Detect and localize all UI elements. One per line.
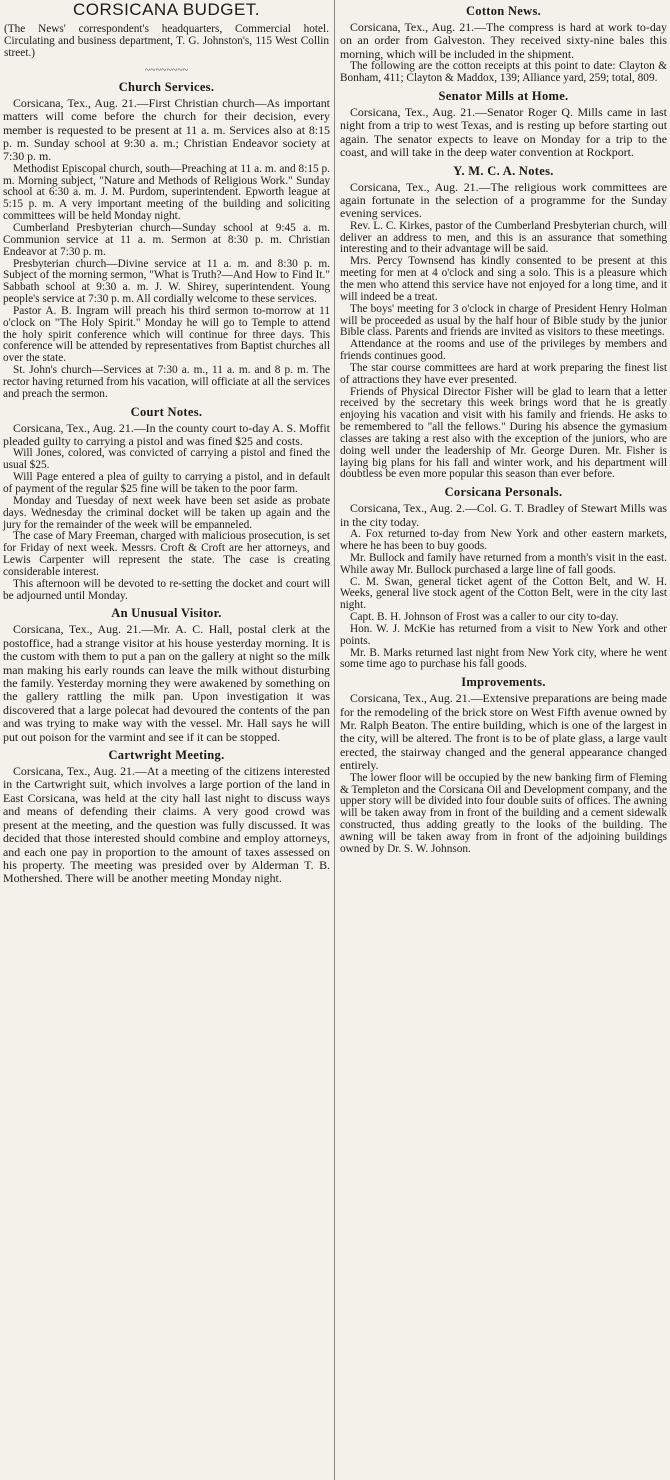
article-cartwright-meeting [0,748,333,886]
article-paragraph: A. Fox returned to-day from New York and other eastern markets, where he has been to buy goods. [340,528,667,552]
article-paragraph: Will Jones, colored, was convicted of carrying a pistol and fined the usual $25. [3,447,330,472]
article-paragraph: Corsicana, Tex., Aug. 2.—Col. G. T. Bradley of Stewart Mills was in the city today. [340,501,667,529]
article-senator-mills-at-home [337,89,670,160]
article-paragraph: Corsicana, Tex., Aug. 21.—At a meeting of the citizens interested in the Cartwright suit, which involves a large portion of the land in East Corsicana, was held at the city hall last night to discuss ways and means of defending their claims. A very good crowd was present at the meeting, and the question was fully discussed. It was decided that those interested should combine and employ attorneys, and each one pay in proportion to the amount of taxes assessed on his property. The meeting was presided over by Alderman T. B. Mothershed. There will be another meeting Monday night. [3,764,330,886]
article-paragraph: Hon. W. J. McKie has returned from a visit to New York and other points. [340,622,667,647]
masthead: CORSICANA BUDGET. [72,0,261,19]
article-y-m-c-a-notes [337,164,670,482]
article-heading: Improvements. [461,675,546,690]
article-paragraph: The lower floor will be occupied by the new banking firm of Fleming & Templeton and the Corsicana Oil and Development company, and the upper story will be divided into four double suits of offices. The awning will be taken away from in front of the building and a cement sidewalk constructed, thus adding greatly to the looks of the building. The awning will be taken away from in front of the adjoining buildings owned by Dr. S. W. Johnson. [340,771,667,855]
article-paragraph: Corsicana, Tex., Aug. 21.—First Christian church—As important matters will come before the church for their decision, every member is requested to be present at 11 a. m. Services also at 8:15 p. m. Sunday school at 9:30 a. m.; Christian Endeavor society at 7:30 p. m. [3,95,330,164]
article-paragraph: Will Page entered a plea of guilty to carrying a pistol, and in default of payment of the regular $25 fine will be taken to the poor farm. [3,471,330,495]
right-column [337,0,670,1480]
left-column [0,0,333,1480]
article-cotton-news [337,4,670,85]
article-paragraph: The case of Mary Freeman, charged with malicious prosecution, is set for Friday of next week. Messrs. Croft & Croft are her attorneys, and Lewis Carpenter will represent the state. The case is creating considerable interest. [3,530,330,578]
article-court-notes [0,405,333,603]
article-corsicana-personals [337,485,670,671]
article-paragraph: Mrs. Percy Townsend has kindly consented to be present at this meeting for men at 4 o'clock and sing a solo. This is a pleasure which the men who attend this service have not enjoyed for a long time, and it will indeed be a treat. [340,255,667,303]
article-church-services [0,80,333,401]
right-sections [337,4,670,856]
article-paragraph: Methodist Episcopal church, south—Preaching at 11 a. m. and 8:15 p. m. Morning subject, "Nature and Methods of Religious Work." Sunday school at 6:30 a. m. J. M. Purdom, superintendent. Epworth league at 5:15 p. m. A very important meeting of the building and soliciting committees will be held Monday night. [3,162,330,223]
article-paragraph: Friends of Physical Director Fisher will be glad to learn that a letter received by the secretary this week brings word that he is greatly enjoying his vacation and visit with his family and friends. He asks to be remembered to "all the fellows." During his absence the gymasium classes are taking a rest also with the exception of the juniors, who are doing well under the leadership of Mr. George Duren. Mr. Fisher is laying big plans for his fall and winter work, and his department will doubtless be even more popular this season than ever before. [340,385,667,481]
article-heading: Y. M. C. A. Notes. [453,163,554,178]
article-paragraph: St. John's church—Services at 7:30 a. m., 11 a. m. and 8 p. m. The rector having returned from his vacation, will officiate at all the services and preach the sermon. [3,364,330,400]
article-paragraph: Rev. L. C. Kirkes, pastor of the Cumberland Presbyterian church, will deliver an address to men, and this is an assurance that something interesting and to their advantage will be said. [340,219,667,256]
left-sections [0,80,333,886]
article-paragraph: Capt. B. H. Johnson of Frost was a caller to our city to-day. [350,611,619,624]
article-paragraph: Corsicana, Tex., Aug. 21.—In the county court to-day A. S. Moffit pleaded guilty to carrying a pistol and was fined $25 and costs. [3,420,330,449]
intro-note: (The News' correspondent's headquarters, Commercial hotel. Circulating and business department, T. G. Johnston's, 115 West Collin street.) [4,23,329,59]
article-paragraph: Corsicana, Tex., Aug. 21.—Senator Roger Q. Mills came in last night from a trip to west Texas, and is resting up before starting out again. The senator expects to leave on Monday for a trip to the coast, and will take in the deep water convention at Rockport. [340,104,667,160]
article-heading: Court Notes. [130,404,203,419]
article-heading: Cotton News. [465,4,542,18]
article-paragraph: Mr. B. Marks returned last night from New York city, where he went some time ago to purchase his fall goods. [340,646,667,671]
article-paragraph: Presbyterian church—Divine service at 11 a. m. and 8:30 p. m. Subject of the morning sermon, "What is Truth?—And How to Find It." Sabbath school at 9:30 a. m. J. W. Shirey, superintendent. Young people's service at 7:30 p. m. All cordially welcome to these services. [3,257,330,306]
article-paragraph: C. M. Swan, general ticket agent of the Cotton Belt, and W. H. Weeks, general live stock agent of the Cotton Belt, were in the city last night. [340,575,667,612]
article-paragraph: Attendance at the rooms and use of the privileges by members and friends continues good. [340,338,667,363]
article-heading: Corsicana Personals. [444,485,563,500]
column-rule [334,0,335,1480]
article-paragraph: Corsicana, Tex., Aug. 21.—Extensive preparations are being made for the remodeling of the brick store on West Fifth avenue owned by Mr. Ralph Beaton. The entire building, which is one of the largest in the city, will be altered. The front is to be of plate glass, a large vault erected, the stairway changed and the general appearance changed entirely. [340,691,667,773]
article-paragraph: The boys' meeting for 3 o'clock in charge of President Henry Holman will be proceeded as usual by the half hour of Bible study by the junior Bible class. Parents and friends are invited as visitors to these meetings. [340,302,667,339]
article-heading: Senator Mills at Home. [438,88,569,103]
article-paragraph: Corsicana, Tex., Aug. 21.—The compress is hard at work to-day on an order from Galveston. They received sixty-nine bales this morning, which will be included in the shipment. [340,20,667,61]
article-paragraph: Monday and Tuesday of next week have been set aside as probate days. Wednesday the criminal docket will be taken up again and the jury for the remainder of the week will be empanneled. [3,494,330,531]
article-paragraph: Pastor A. B. Ingram will preach his third sermon to-morrow at 11 o'clock on "The Holy Spirit." Monday he will go to Temple to attend the holy spirit conference which will continue for three days. This conference will be attended by representatives from Baptist churches all over the state. [3,304,330,365]
article-paragraph: Corsicana, Tex., Aug. 21.—The religious work committees are again fortunate in the selection of a programme for the Sunday evening services. [340,179,667,221]
article-heading: An Unusual Visitor. [111,606,222,621]
article-heading: Cartwright Meeting. [108,748,225,763]
article-paragraph: Corsicana, Tex., Aug. 21.—Mr. A. C. Hall, postal clerk at the postoffice, had a strange visitor at his house yesterday morning. It is the custom with them to put a pan on the gallery at night so the milk man making his early rounds can leave the milk without disturbing the family. Yesterday morning they were awakened by something on the gallery rattling the milk pan. Upon investigation it was discovered that a large polecat had devoured the contents of the pan and was trying to make way with the vessel. Mr. Hall says he will put out poison for the varmint and see if it can be stopped. [3,622,330,744]
article-an-unusual-visitor [0,606,333,744]
article-heading: Church Services. [118,79,215,94]
ornament-divider: ~~~~~~~~ [144,64,189,76]
article-paragraph: This afternoon will be devoted to re-setting the docket and court will be adjourned until Monday. [3,577,330,602]
article-paragraph: The following are the cotton receipts at this point to date: Clayton & Bonham, 411; Clayton & Maddox, 139; Alliance yard, 259; total, 809. [340,60,667,85]
article-improvements [337,675,670,855]
article-paragraph: Mr. Bullock and family have returned from a month's visit in the east. While away Mr. Bullock purchased a large line of fall goods. [340,551,667,576]
article-paragraph: The star course committees are hard at work preparing the finest list of attractions they have ever presented. [340,361,667,386]
article-paragraph: Cumberland Presbyterian church—Sunday school at 9:45 a. m. Communion service at 11 a. m. Sermon at 8:30 p. m. Christian Endeavor at 7:30 p. m. [3,221,330,258]
